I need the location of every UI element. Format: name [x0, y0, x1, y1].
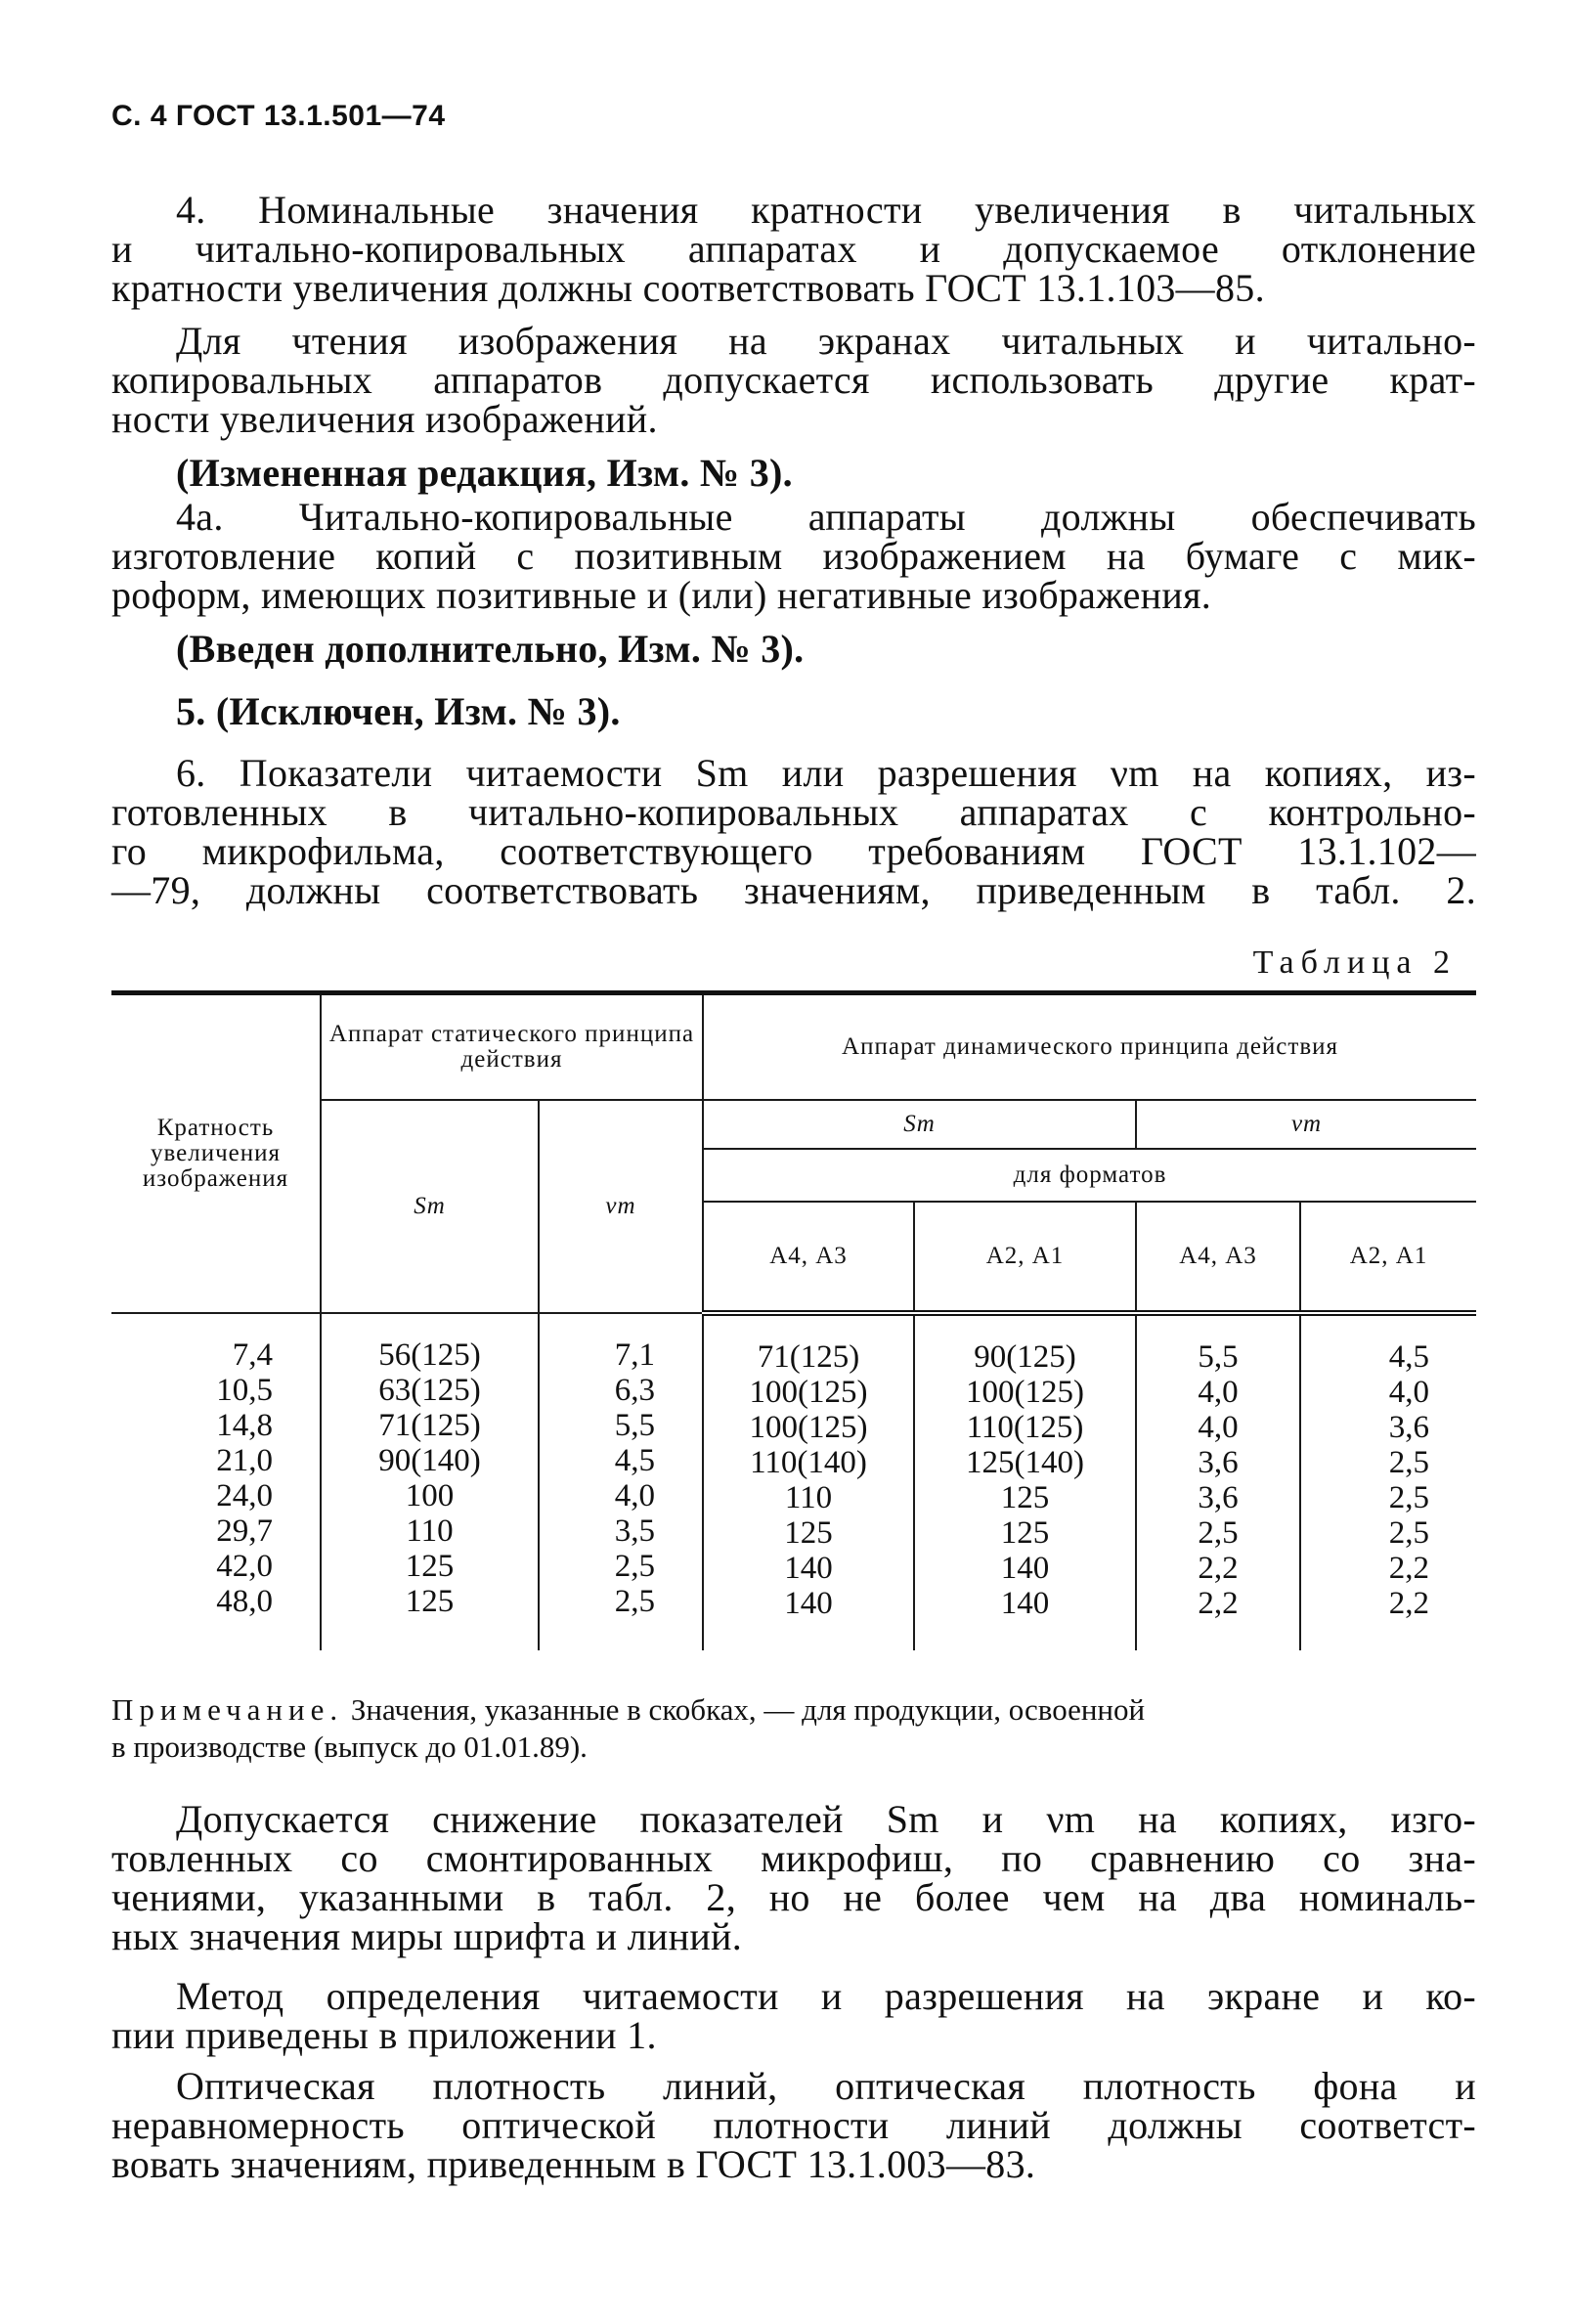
header-a4a3: А4, А3 — [1136, 1202, 1300, 1313]
text-line: (Измененная редакция, Изм. № 3). — [176, 451, 793, 495]
paragraph-6 — [111, 751, 1476, 912]
table-cell: 2,2 — [1198, 1585, 1239, 1621]
text-line: ности увеличения изображений. — [111, 397, 658, 441]
col-ratio — [111, 1313, 321, 1650]
table-cell: 63(125) — [378, 1372, 481, 1408]
table-cell: 2,5 — [1388, 1479, 1430, 1515]
table-cell: 110 — [784, 1479, 833, 1515]
col-static-vm — [539, 1313, 703, 1650]
table-cell: 29,7 — [216, 1513, 273, 1549]
col-dynamic-vm-a4a3 — [1136, 1313, 1300, 1650]
text-line: кратности увеличения должны соответствовать ГОСТ 13.1.103—85. — [111, 266, 1265, 310]
header-dynamic-sm: Sm — [703, 1100, 1136, 1149]
table-cell: 100 — [405, 1477, 455, 1513]
text-line: Для чтения изображения на экранах читальных и читально- — [176, 319, 1476, 363]
text-line: го микрофильма, соответствующего требованиям ГОСТ 13.1.102— — [111, 829, 1476, 873]
table-cell: 6,3 — [614, 1372, 655, 1408]
table-cell: 3,5 — [614, 1513, 655, 1549]
text-line: копировальных аппаратов допускается использовать другие крат- — [111, 358, 1476, 402]
table-cell: 2,2 — [1388, 1550, 1430, 1586]
table-cell: 4,5 — [614, 1442, 655, 1478]
col-static-sm — [321, 1313, 539, 1650]
paragraph-9 — [111, 2064, 1476, 2186]
text-line: пии приведены в приложении 1. — [111, 2013, 657, 2057]
header-dynamic-group: Аппарат динамического принципа действия — [703, 993, 1476, 1100]
text-line: 6. Показатели читаемости Sm или разрешения νm на копиях, из- — [176, 751, 1476, 795]
table-caption: Таблица 2 — [1252, 944, 1457, 981]
col-dynamic-sm-a4a3 — [703, 1313, 914, 1650]
header-dynamic-vm: νm — [1136, 1100, 1476, 1149]
table-cell: 125(140) — [966, 1444, 1084, 1480]
text-line: (Введен дополнительно, Изм. № 3). — [176, 627, 805, 671]
table-cell: 4,0 — [614, 1477, 655, 1513]
col-dynamic-vm-a2a1 — [1300, 1313, 1476, 1650]
col-dynamic-sm-a2a1 — [914, 1313, 1136, 1650]
table-cell: 140 — [1000, 1550, 1050, 1586]
table-cell: 90(125) — [974, 1338, 1076, 1375]
table-cell: 4,5 — [1388, 1338, 1430, 1375]
table-cell: 2,5 — [1198, 1514, 1239, 1551]
table-cell: 125 — [1000, 1514, 1050, 1551]
table-cell: 140 — [784, 1550, 833, 1586]
table-cell: 5,5 — [614, 1407, 655, 1443]
table-cell: 100(125) — [966, 1374, 1084, 1410]
header-a2a1: А2, А1 — [1300, 1202, 1476, 1313]
table-cell: 7,1 — [614, 1337, 655, 1373]
paragraph-4-extra — [111, 319, 1476, 441]
amendment-note-1 — [111, 451, 1476, 495]
table-cell: 110(125) — [966, 1409, 1084, 1445]
table-cell: 140 — [784, 1585, 833, 1621]
table-cell: 90(140) — [378, 1442, 481, 1478]
text-line: Допускается снижение показателей Sm и νm на копиях, изго- — [176, 1797, 1476, 1841]
header-a2a1: А2, А1 — [914, 1202, 1136, 1313]
table-cell: 140 — [1000, 1585, 1050, 1621]
paragraph-4a — [111, 495, 1476, 617]
text-line: 4а. Читально-копировальные аппараты должны обеспечивать — [176, 495, 1476, 539]
table-cell: 3,6 — [1388, 1409, 1430, 1445]
table-cell: 110 — [406, 1513, 454, 1549]
paragraph-4 — [111, 188, 1476, 310]
table-cell: 3,6 — [1198, 1479, 1239, 1515]
header-static-vm: νm — [539, 1100, 703, 1313]
table-cell: 21,0 — [216, 1442, 273, 1478]
note-line-2: в производстве (выпуск до 01.01.89). — [111, 1730, 588, 1764]
paragraph-7 — [111, 1797, 1476, 1958]
table-cell: 125 — [405, 1548, 455, 1584]
paragraph-5 — [111, 689, 1476, 733]
text-line: неравномерность оптической плотности линий должны соответст- — [111, 2103, 1476, 2147]
table-cell: 100(125) — [749, 1374, 868, 1410]
text-line: —79, должны соответствовать значениям, приведенным в табл. 2. — [111, 868, 1476, 912]
table-cell: 2,5 — [1388, 1444, 1430, 1480]
table-cell: 24,0 — [216, 1477, 273, 1513]
text-line: изготовление копий с позитивным изображением на бумаге с мик- — [111, 534, 1476, 578]
table-cell: 125 — [784, 1514, 833, 1551]
header-formats: для форматов — [703, 1149, 1476, 1202]
text-line: ных значения миры шрифта и линий. — [111, 1914, 743, 1958]
table-cell: 10,5 — [216, 1372, 273, 1408]
header-static-group: Аппарат статического принципа действия — [321, 993, 703, 1100]
table-cell: 2,5 — [614, 1583, 655, 1619]
text-line: товленных со смонтированных микрофиш, по сравнению со зна- — [111, 1836, 1476, 1880]
table-cell: 42,0 — [216, 1548, 273, 1584]
resolution-table — [111, 990, 1476, 1650]
table-cell: 2,5 — [614, 1548, 655, 1584]
table-cell: 4,0 — [1198, 1409, 1239, 1445]
paragraph-8 — [111, 1974, 1476, 2057]
header-a4a3: А4, А3 — [703, 1202, 914, 1313]
table-cell: 48,0 — [216, 1583, 273, 1619]
page-header: С. 4 ГОСТ 13.1.501—74 — [111, 100, 446, 132]
note-label: Примечание. — [111, 1692, 344, 1727]
table-note — [111, 1691, 1476, 1766]
text-line: готовленных в читально-копировальных аппаратах с контрольно- — [111, 790, 1476, 834]
table-cell: 4,0 — [1198, 1374, 1239, 1410]
text-line: и читально-копировальных аппаратах и допускаемое отклонение — [111, 227, 1476, 271]
table-cell: 3,6 — [1198, 1444, 1239, 1480]
table-cell: 100(125) — [749, 1409, 868, 1445]
text-line: роформ, имеющих позитивные и (или) негативные изображения. — [111, 573, 1212, 617]
header-ratio: Кратность увеличения изображения — [111, 993, 321, 1313]
table-cell: 2,2 — [1198, 1550, 1239, 1586]
table-cell: 71(125) — [378, 1407, 481, 1443]
table-cell: 2,5 — [1388, 1514, 1430, 1551]
text-line: 5. (Исключен, Изм. № 3). — [176, 689, 621, 733]
text-line: 4. Номинальные значения кратности увеличения в читальных — [176, 188, 1476, 232]
table-cell: 4,0 — [1388, 1374, 1430, 1410]
text-line: Оптическая плотность линий, оптическая плотность фона и — [176, 2064, 1476, 2108]
table-cell: 125 — [405, 1583, 455, 1619]
table-cell: 125 — [1000, 1479, 1050, 1515]
table-cell: 2,2 — [1388, 1585, 1430, 1621]
table-cell: 14,8 — [216, 1407, 273, 1443]
text-line: чениями, указанными в табл. 2, но не более чем на два номиналь- — [111, 1875, 1476, 1919]
table-cell: 5,5 — [1198, 1338, 1239, 1375]
text-line: Метод определения читаемости и разрешения на экране и ко- — [176, 1974, 1476, 2018]
text-line: вовать значениям, приведенным в ГОСТ 13.1.003—83. — [111, 2142, 1036, 2186]
table-cell: 7,4 — [232, 1337, 273, 1373]
header-static-sm: Sm — [321, 1100, 539, 1313]
amendment-note-2 — [111, 627, 1476, 671]
note-text: Значения, указанные в скобках, — для продукции, освоенной — [343, 1692, 1146, 1727]
table-cell: 56(125) — [378, 1337, 481, 1373]
table-cell: 110(140) — [750, 1444, 867, 1480]
table-cell: 71(125) — [757, 1338, 860, 1375]
